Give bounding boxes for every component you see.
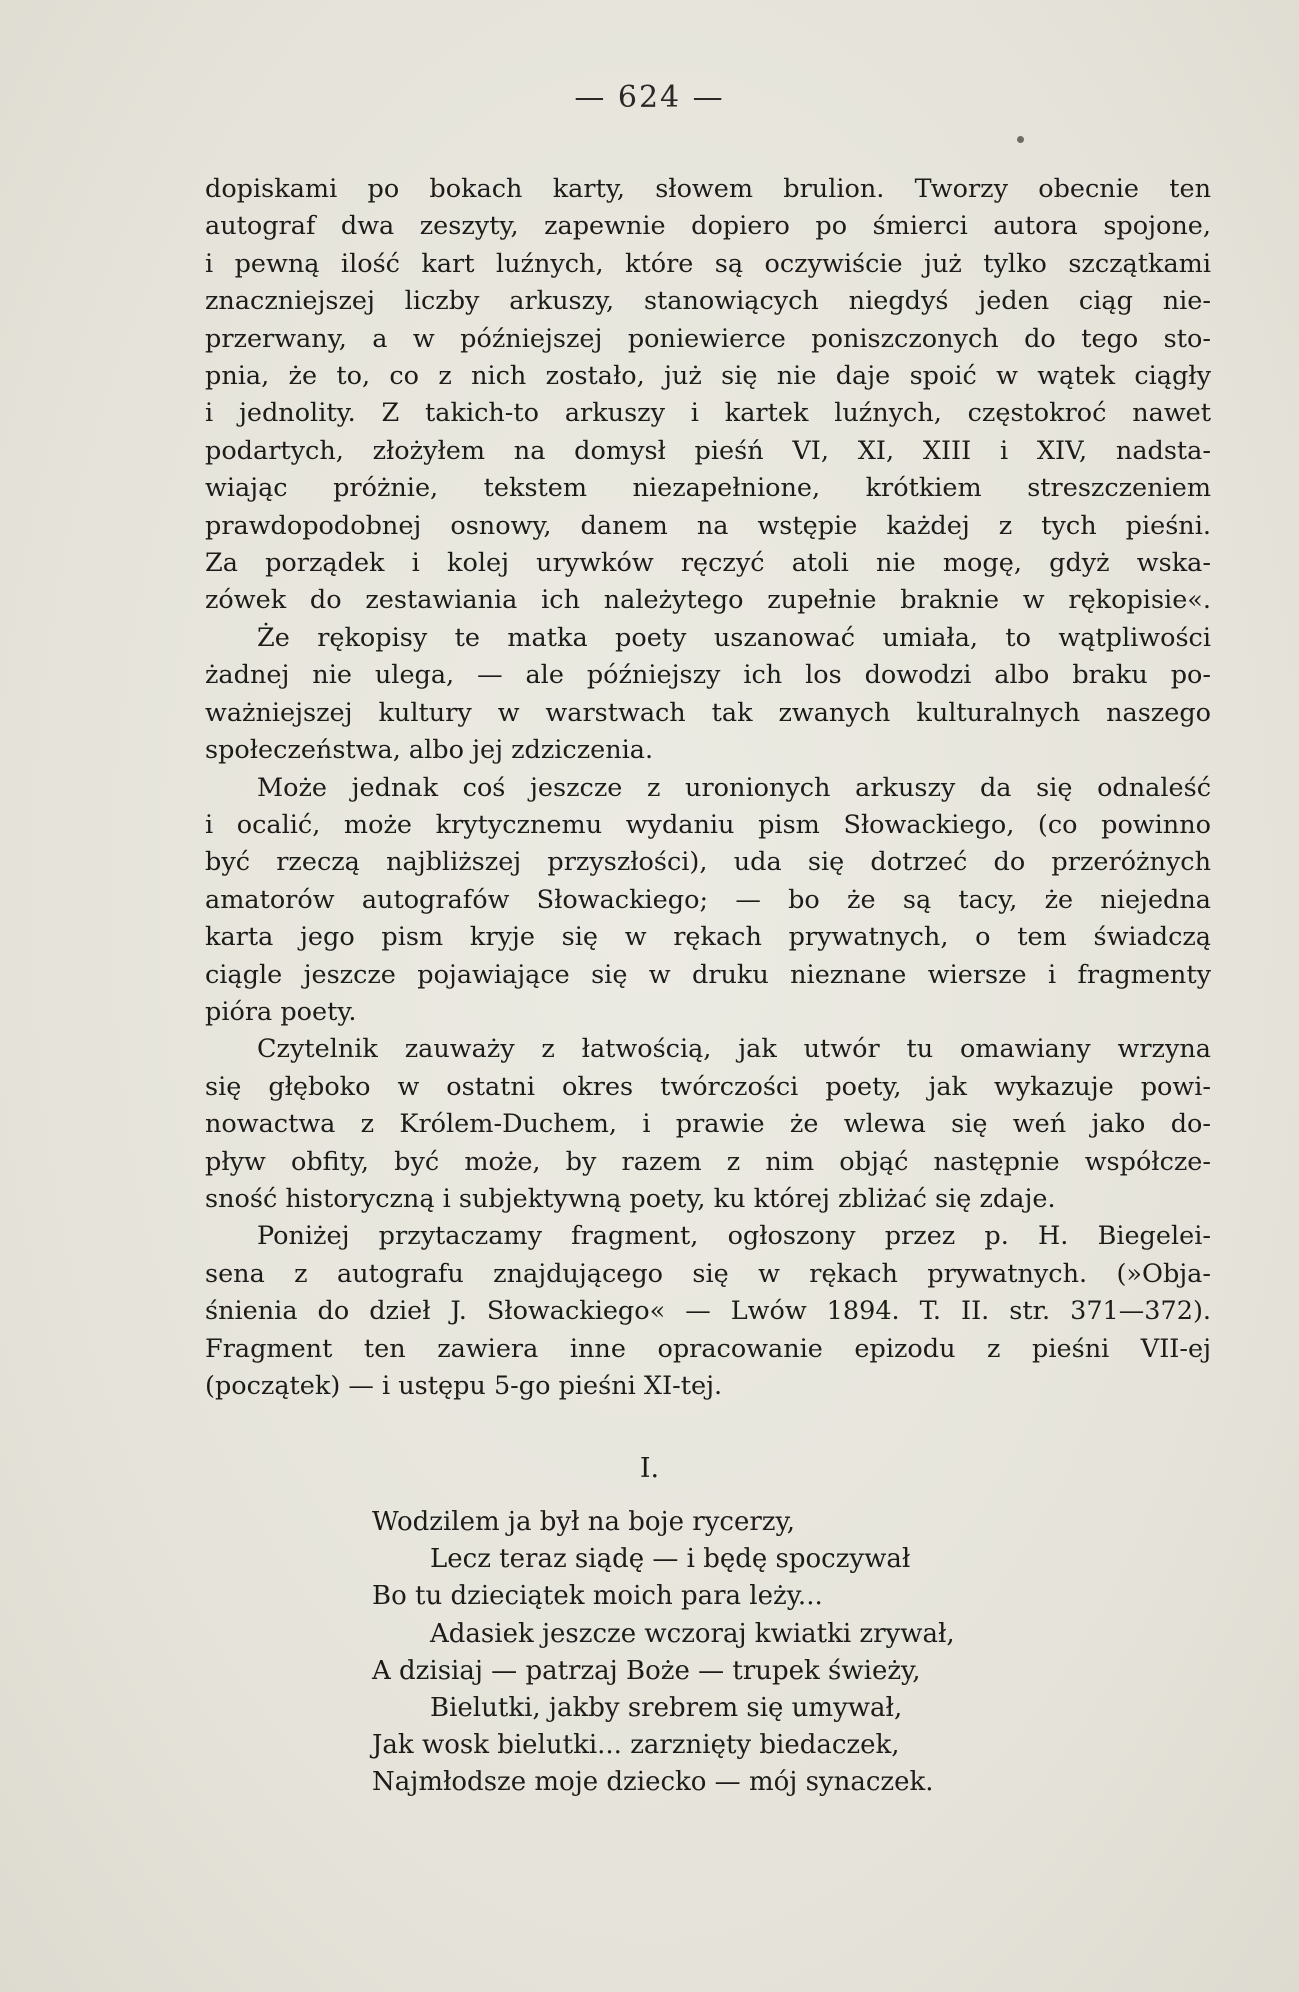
- poem-stanza: [372, 1504, 1172, 1802]
- text-line: Za porządek i kolej urywków ręczyć atoli nie mogę, gdyż wska-: [205, 548, 1211, 579]
- text-line: pływ obfity, być może, by razem z nim objąć następnie współcze-: [205, 1146, 1211, 1177]
- text-line: Fragment ten zawiera inne opracowanie epizodu z pieśni VII-ej: [205, 1333, 1211, 1364]
- text-line: być rzeczą najbliższej przyszłości), uda się dotrzeć do przeróżnych: [205, 847, 1211, 878]
- text-line: pnia, że to, co z nich zostało, już się nie daje spoić w wątek ciągły: [205, 361, 1211, 392]
- text-line: (początek) — i ustępu 5-go pieśni XI-tej.: [205, 1371, 723, 1401]
- text-line: się głęboko w ostatni okres twórczości poety, jak wykazuje powi-: [205, 1071, 1211, 1102]
- text-line: znaczniejszej liczby arkuszy, stanowiących niegdyś jeden ciąg nie-: [205, 286, 1211, 317]
- text-line: dopiskami po bokach karty, słowem brulion. Tworzy obecnie ten: [205, 174, 1211, 204]
- text-line: Może jednak coś jeszcze z uronionych arkuszy da się odnaleść: [257, 772, 1211, 803]
- section-heading: I.: [639, 1453, 660, 1484]
- text-line: Poniżej przytaczamy fragment, ogłoszony przez p. H. Biegelei-: [257, 1221, 1211, 1252]
- text-line: ważniejszej kultury w warstwach tak zwanych kulturalnych naszego: [205, 697, 1211, 728]
- text-line: wiając próżnie, tekstem niezapełnione, krótkiem streszczeniem: [205, 473, 1211, 504]
- text-line: społeczeństwa, albo jej zdziczenia.: [205, 735, 654, 766]
- ink-speck: [1017, 136, 1024, 143]
- text-line: sena z autografu znajdującego się w rękach prywatnych. (»Obja-: [205, 1258, 1211, 1289]
- text-line: i jednolity. Z takich-to arkuszy i kartek luźnych, częstokroć nawet: [205, 398, 1211, 429]
- text-line: przerwany, a w późniejszej poniewierce poniszczonych do tego sto-: [205, 323, 1211, 354]
- poem-line: Adasiek jeszcze wczoraj kwiatki zrywał,: [430, 1618, 955, 1649]
- text-line: sność historyczną i subjektywną poety, ku której zbliżać się zdaje.: [205, 1183, 1056, 1214]
- poem-line: Wodzilem ja był na boje rycerzy,: [372, 1507, 795, 1537]
- paragraph-1: [205, 171, 1211, 770]
- paragraph-2: [205, 770, 1211, 1032]
- text-line: pióra poety.: [205, 996, 357, 1027]
- text-line: Czytelnik zauważy z łatwością, jak utwór tu omawiany wrzyna: [257, 1034, 1211, 1065]
- paragraph-3: [205, 1031, 1211, 1218]
- text-line: podartych, złożyłem na domysł pieśń VI, XI, XIII i XIV, nadsta-: [205, 435, 1211, 466]
- text-line: śnienia do dzieł J. Słowackiego« — Lwów 1894. T. II. str. 371—372).: [205, 1296, 1211, 1327]
- text-line: żadnej nie ulega, — ale późniejszy ich los dowodzi albo braku po-: [205, 660, 1211, 691]
- poem-line: Bielutki, jakby srebrem się umywał,: [430, 1693, 903, 1724]
- page-number: — 624 —: [574, 80, 725, 115]
- text-line: Że rękopisy te matka poety uszanować umiała, to wątpliwości: [257, 622, 1211, 653]
- text-line: i pewną ilość kart luźnych, które są oczywiście już tylko szczątkami: [205, 248, 1211, 279]
- text-line: ciągle jeszcze pojawiające się w druku nieznane wiersze i fragmenty: [205, 959, 1211, 990]
- poem-line: Jak wosk bielutki... zarznięty biedaczek,: [372, 1730, 900, 1761]
- body-text: [205, 171, 1211, 1405]
- text-line: amatorów autografów Słowackiego; — bo że są tacy, że niejedna: [205, 884, 1211, 915]
- paragraph-4: [205, 1218, 1211, 1405]
- poem-line: Lecz teraz siądę — i będę spoczywał: [430, 1544, 911, 1575]
- text-line: i ocalić, może krytycznemu wydaniu pism Słowackiego, (co powinno: [205, 809, 1211, 840]
- poem-line: A dzisiaj — patrzaj Boże — trupek świeży,: [372, 1655, 921, 1686]
- text-line: nowactwa z Królem-Duchem, i prawie że wlewa się weń jako do-: [205, 1109, 1211, 1140]
- poem-line: Bo tu dzieciątek moich para leży...: [372, 1581, 823, 1612]
- poem-line: Najmłodsze moje dziecko — mój synaczek.: [372, 1767, 934, 1798]
- text-line: zówek do zestawiania ich należytego zupełnie braknie w rękopisie«.: [205, 585, 1211, 616]
- text-line: autograf dwa zeszyty, zapewnie dopiero po śmierci autora spojone,: [205, 211, 1211, 242]
- text-line: karta jego pism kryje się w rękach prywatnych, o tem świadczą: [205, 922, 1211, 953]
- text-line: prawdopodobnej osnowy, danem na wstępie każdej z tych pieśni.: [205, 510, 1211, 541]
